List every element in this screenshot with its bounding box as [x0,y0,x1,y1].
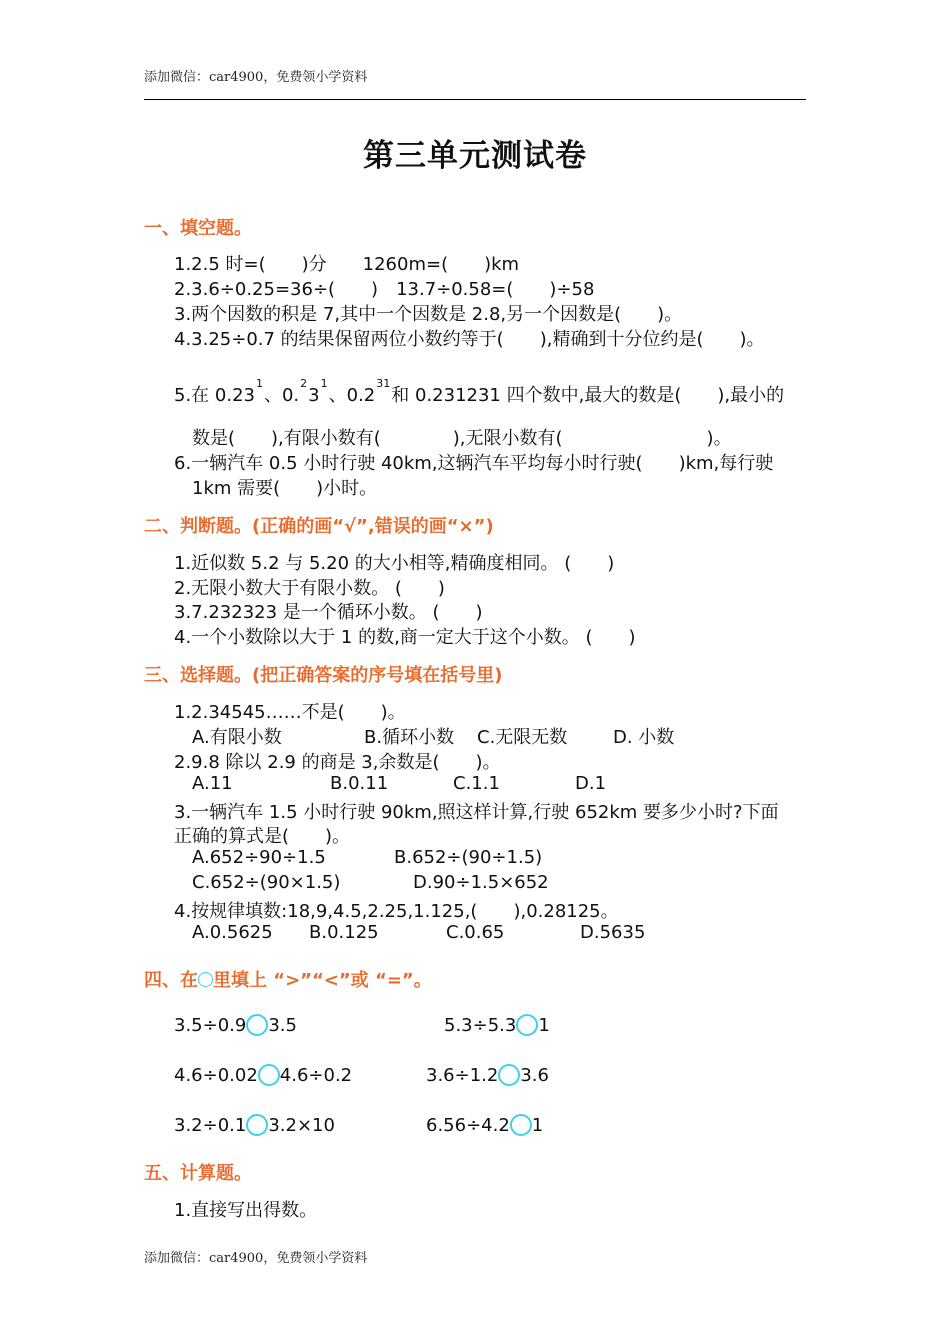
s1-question-1: 1.2.5 时=( )分 1260m=( )km [174,254,520,275]
compare-expr: 3.5 [268,1015,297,1036]
section-5-heading: 五、计算题。 [144,1163,252,1184]
s3-question-2: 2.9.8 除以 2.9 的商是 3,余数是( )。 [174,752,501,773]
s3-q1-option-c: C.无限无数 [477,727,568,748]
compare-expr: 6.56÷4.2 [426,1115,510,1136]
s3-question-1: 1.2.34545……不是( )。 [174,702,406,723]
s3-q3-option-d: D.90÷1.5×652 [413,872,549,893]
s3-q4-option-c: C.0.65 [446,922,505,943]
s3-q4-option-d: D.5635 [580,922,646,943]
compare-row-2-right [426,1064,549,1086]
s3-q2-option-b: B.0.11 [330,773,389,794]
compare-expr: 4.6÷0.2 [279,1065,353,1086]
compare-row-1-left [174,1014,297,1036]
s1-question-5-line-2: 数是( ),有限小数有( ),无限小数有( )。 [192,428,732,449]
compare-expr: 4.6÷0.02 [174,1065,258,1086]
s3-q2-option-c: C.1.1 [453,773,500,794]
s1-question-6-line-1: 6.一辆汽车 0.5 小时行驶 40km,这辆汽车平均每小时行驶( )km,每行驶 [174,453,774,474]
section-1-heading: 一、填空题。 [144,218,252,239]
compare-expr: 3.2×10 [268,1115,335,1136]
s3-q1-option-d: D. 小数 [613,727,675,748]
s1-question-3: 3.两个因数的积是 7,其中一个因数是 2.8,另一个因数是( )。 [174,304,683,325]
compare-expr: 3.6 [520,1065,549,1086]
compare-expr: 1 [538,1015,550,1036]
s3-question-3-line-2: 正确的算式是( )。 [174,826,351,847]
compare-circle-input[interactable] [510,1114,532,1136]
s3-q3-option-a: A.652÷90÷1.5 [192,847,326,868]
circle-icon [198,972,213,987]
s3-q1-option-b: B.循环小数 [364,727,455,748]
q5-digit-3: 3 [308,385,320,406]
s3-q4-option-b: B.0.125 [309,922,379,943]
section-4-heading [144,966,432,992]
q5-repeating-digits-5: 31 [376,377,391,390]
q5-suffix: 和 0.231231 四个数中,最大的数是( ),最小的 [391,385,785,406]
compare-circle-input[interactable] [516,1014,538,1036]
s3-question-4: 4.按规律填数:18,9,4.5,2.25,1.125,( ),0.28125。 [174,901,619,922]
s2-question-1: 1.近似数 5.2 与 5.20 的大小相等,精确度相同。 ( ) [174,553,615,574]
s2-question-3: 3.7.232323 是一个循环小数。 ( ) [174,602,483,623]
compare-expr: 1 [531,1115,544,1136]
compare-row-3-right [426,1114,543,1136]
s3-q2-option-a: A.11 [192,773,233,794]
s3-q2-option-d: D.1 [575,773,607,794]
s2-question-2: 2.无限小数大于有限小数。 ( ) [174,578,445,599]
compare-circle-input[interactable] [246,1014,268,1036]
s2-question-4: 4.一个小数除以大于 1 的数,商一定大于这个小数。 ( ) [174,627,636,648]
q5-middle-2: 、0.2 [328,385,376,406]
compare-circle-input[interactable] [258,1064,280,1086]
s1-question-5 [174,377,785,407]
s4-heading-pre: 四、在 [144,970,198,991]
compare-row-1-right [444,1014,550,1036]
s3-q3-option-c: C.652÷(90×1.5) [192,872,341,893]
q5-repeating-digit-1: 1 [255,377,263,390]
s1-question-6-line-2: 1km 需要( )小时。 [192,478,378,499]
compare-circle-input[interactable] [246,1114,268,1136]
compare-expr: 3.5÷0.9 [174,1015,247,1036]
q5-repeating-digit-4: 1 [320,377,328,390]
s3-question-3-line-1: 3.一辆汽车 1.5 小时行驶 90km,照这样计算,行驶 652km 要多少小时?下面 [174,802,779,823]
s4-heading-post: 里填上 “>”“<”或 “=”。 [213,970,432,991]
s3-q4-option-a: A.0.5625 [192,922,273,943]
header-rule [144,99,806,100]
compare-expr: 3.2÷0.1 [174,1115,247,1136]
header-note: 添加微信：car4900，免费领小学资料 [144,70,368,85]
footer-note: 添加微信：car4900，免费领小学资料 [144,1251,368,1266]
s1-question-2: 2.3.6÷0.25=36÷( ) 13.7÷0.58=( )÷58 [174,279,595,300]
compare-row-2-left [174,1064,352,1086]
q5-repeating-digit-2: 2 [300,377,308,390]
compare-expr: 3.6÷1.2 [426,1065,499,1086]
s1-question-4: 4.3.25÷0.7 的结果保留两位小数约等于( ),精确到十分位约是( )。 [174,329,765,350]
q5-prefix: 5.在 0.23 [174,385,255,406]
s3-q1-option-a: A.有限小数 [192,727,282,748]
compare-circle-input[interactable] [498,1064,520,1086]
section-3-heading: 三、选择题。(把正确答案的序号填在括号里) [144,665,503,686]
section-2-heading: 二、判断题。(正确的画“√”,错误的画“×”) [144,516,494,537]
page-title: 第三单元测试卷 [363,138,587,174]
compare-row-3-left [174,1114,335,1136]
compare-expr: 5.3÷5.3 [444,1015,517,1036]
s3-q3-option-b: B.652÷(90÷1.5) [394,847,543,868]
q5-middle-1: 、0. [263,385,300,406]
s5-question-1: 1.直接写出得数。 [174,1200,318,1221]
